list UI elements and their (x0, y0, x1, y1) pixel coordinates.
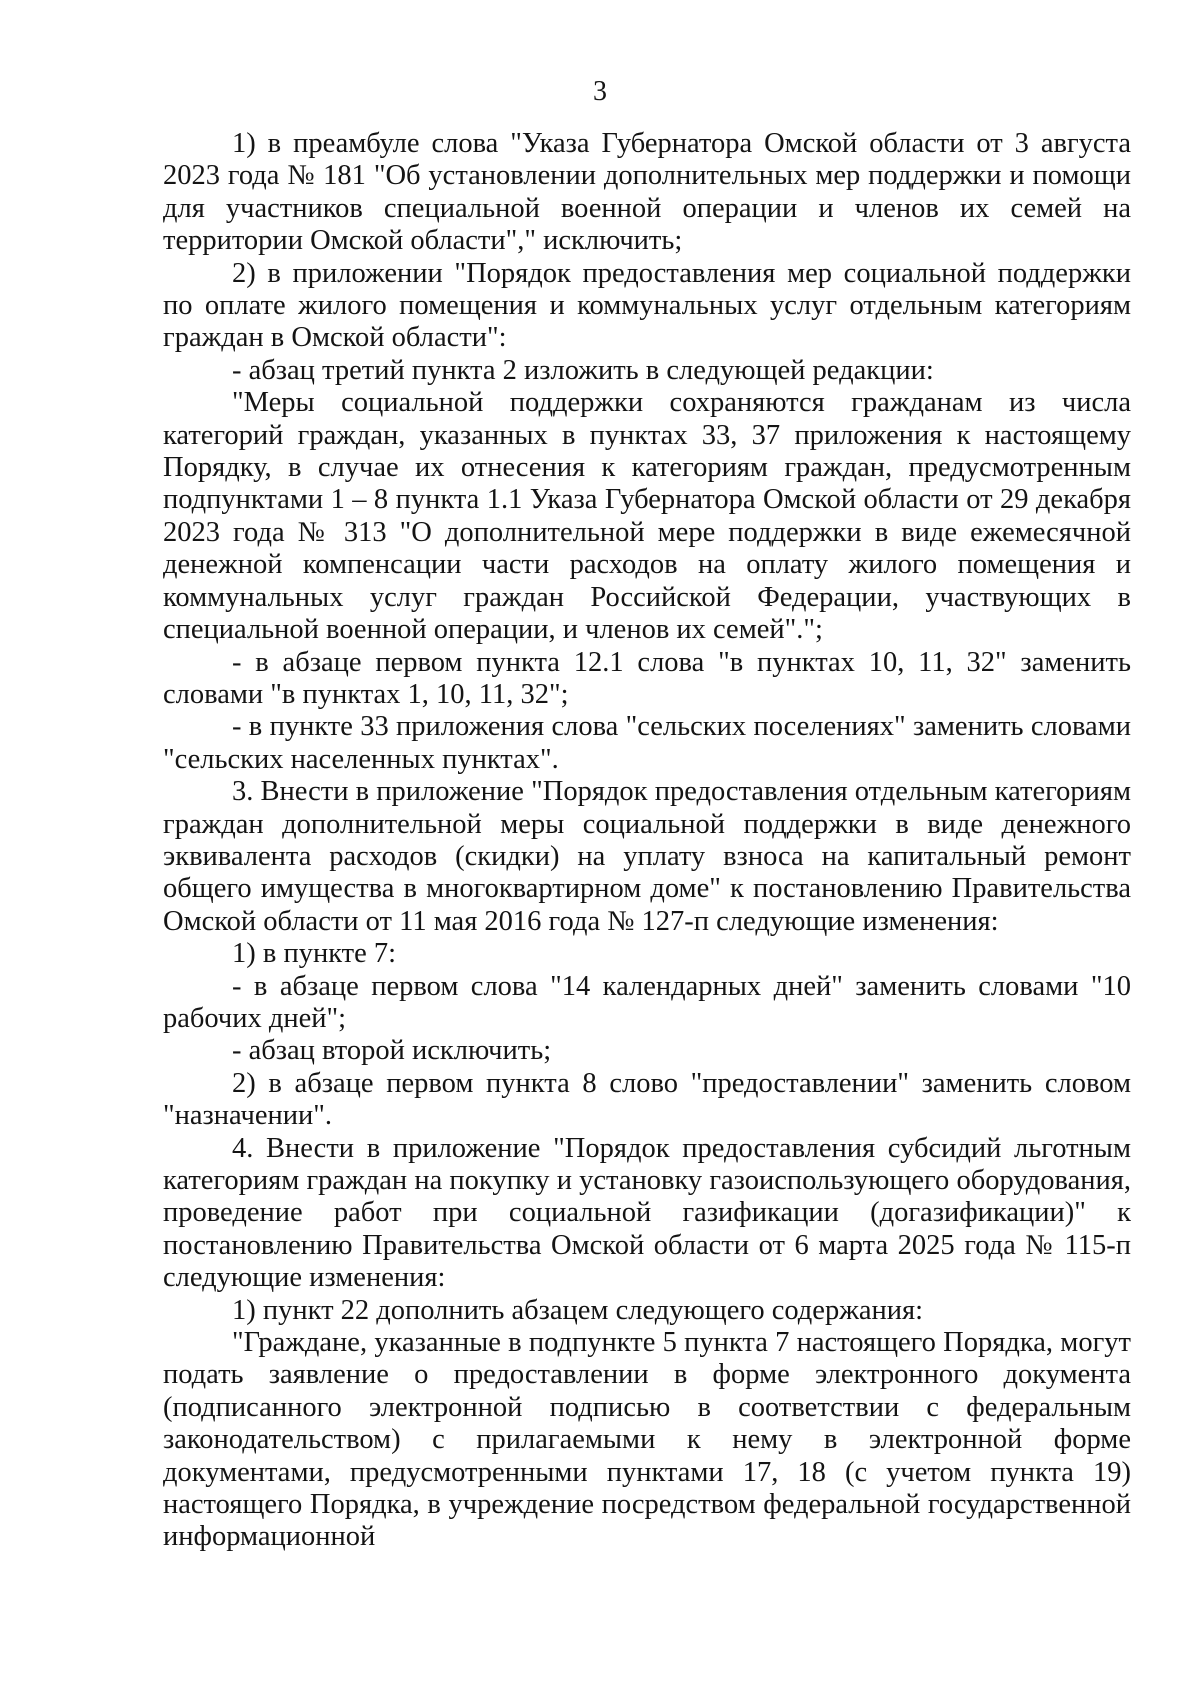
document-body (163, 128, 1131, 1554)
paragraph-section-3-item-7: 1) в пункте 7: (232, 938, 397, 970)
paragraph-appendix-amendment: 2) в приложении "Порядок предоставления мер социальной поддержки по оплате жилого помещения и коммунальных услуг отдельным категориям граждан в Омской области": (163, 257, 1131, 354)
paragraph-section-4-item-22: 1) пункт 22 дополнить абзацем следующего содержания: (232, 1294, 924, 1326)
paragraph-section-3-item-7-first: - в абзаце первом слова "14 календарных дней" заменить словами "10 рабочих дней"; (163, 970, 1131, 1034)
paragraph-item-2-new-text: "Меры социальной поддержки сохраняются гражданам из числа категорий граждан, указанных в пунктах 33, 37 приложения к настоящему Порядку, в случае их отнесения к категориям граждан, предусмотренным подпунктами 1 – 8 пункта 1.1 Указа Губернатора Омской области от 29 декабря 2023 года № 313 "О дополнительной мере поддержки в виде ежемесячной денежной компенсации части расходов на оплату жилого помещения и коммунальных услуг граждан Российской Федерации, участвующих в специальной военной операции, и членов их семей"."; (163, 387, 1131, 646)
paragraph-section-4-new-text: "Граждане, указанные в подпункте 5 пункта 7 настоящего Порядка, могут подать заявление о предоставлении в форме электронного документа (подписанного электронной подписью в соответствии с федеральным законодательством) с прилагаемыми к нему в электронной форме документами, предусмотренными пунктами 17, 18 (с учетом пункта 19) настоящего Порядка, в учреждение посредством федеральной государственной информационной (163, 1327, 1131, 1553)
page-number: 3 (593, 76, 607, 107)
paragraph-item-12-1-amendment: - в абзаце первом пункта 12.1 слова "в пунктах 10, 11, 32" заменить словами "в пунктах 1, 10, 11, 32"; (163, 646, 1131, 710)
paragraph-section-3-item-7-second: - абзац второй исключить; (232, 1035, 552, 1067)
paragraph-item-2-instruction: - абзац третий пункта 2 изложить в следующей редакции: (232, 354, 934, 386)
paragraph-section-3-item-8: 2) в абзаце первом пункта 8 слово "предоставлении" заменить словом "назначении". (163, 1067, 1131, 1132)
paragraph-section-3: 3. Внести в приложение "Порядок предоставления отдельным категориям граждан дополнительной меры социальной поддержки в виде денежного эквивалента расходов (скидки) на уплату взноса на капитальный ремонт общего имущества в многоквартирном доме" к постановлению Правительства Омской области от 11 мая 2016 года № 127-п следующие изменения: (163, 776, 1131, 937)
paragraph-section-4: 4. Внести в приложение "Порядок предоставления субсидий льготным категориям граждан на покупку и установку газоиспользующего оборудования, проведение работ при социальной газификации (догазификации)" к постановлению Правительства Омской области от 6 марта 2025 года № 115-п следующие изменения: (163, 1132, 1131, 1294)
paragraph-preamble-amendment: 1) в преамбуле слова "Указа Губернатора Омской области от 3 августа 2023 года № 181 "Об установлении дополнительных мер поддержки и помощи для участников специальной военной операции и членов их семей на территории Омской области"," исключить; (163, 128, 1131, 257)
paragraph-item-33-amendment: - в пункте 33 приложения слова "сельских поселениях" заменить словами "сельских населенных пунктах". (163, 711, 1131, 775)
